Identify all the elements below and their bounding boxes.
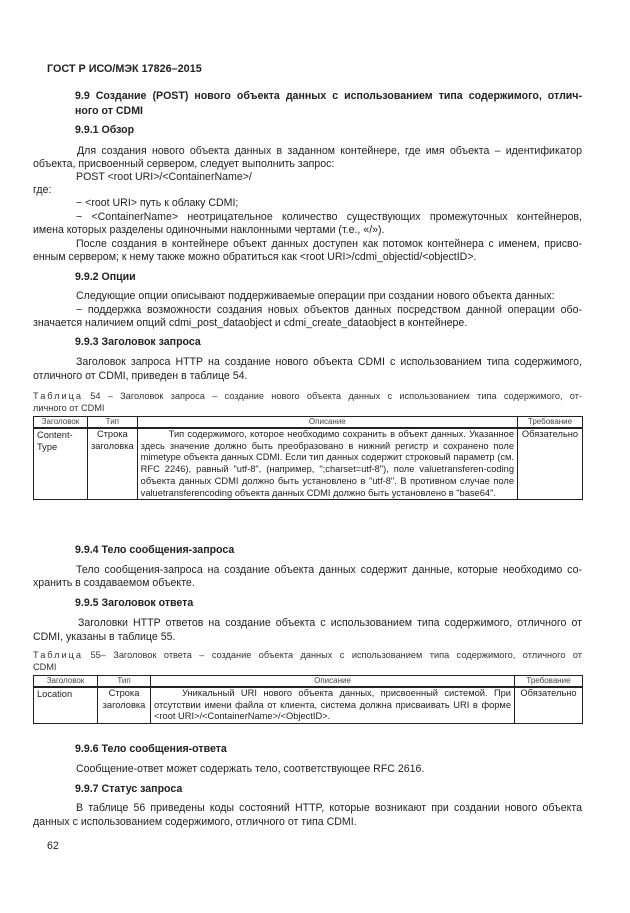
paragraph-line: отличного от CDMI, приведен в таблице 54.: [33, 370, 248, 382]
paragraph-line: В таблице 56 приведены коды состояний HTTP, которые возникают при создании нового объекта: [76, 802, 582, 814]
subsection-title: 9.9.7 Статус запроса: [75, 783, 183, 795]
column-header: Требование: [515, 676, 583, 688]
list-item: − <root URI> путь к облаку CDMI;: [76, 197, 239, 209]
list-item: − поддержка возможности создания новых объектов данных посредством данной операции обо-: [76, 304, 582, 316]
cell-requirement: Обязательно: [515, 687, 583, 724]
column-header: Описание: [151, 676, 515, 688]
section-title: 9.9 Создание (POST) нового объекта данных с использованием типа содержимого, отлич-: [75, 90, 582, 102]
paragraph-line: CDMI, указаны в таблице 55.: [33, 631, 176, 643]
column-header: Тип: [88, 417, 138, 429]
table-header-row: [34, 417, 583, 429]
table-55: [33, 675, 583, 724]
table-caption: [33, 649, 582, 661]
column-header: Требование: [518, 417, 583, 429]
paragraph-line: объекта, присвоенный сервером, следует выполнить запрос:: [33, 158, 335, 170]
section-title-cont: ного от CDMI: [75, 105, 143, 117]
subsection-title: 9.9.5 Заголовок ответа: [75, 597, 194, 609]
subsection-title: 9.9.4 Тело сообщения-запроса: [75, 544, 235, 556]
list-item: − <ContainerName> неотрицательное количество существующих промежуточных контейнеров,: [76, 211, 582, 223]
paragraph-line: данных с использованием содержимого, отличного от типа CDMI.: [33, 816, 357, 828]
paragraph-line: Заголовок запроса HTTP на создание нового объекта CDMI с использованием типа содержимого,: [76, 356, 582, 368]
where-label: где:: [33, 184, 52, 196]
cell-type: Строка заголовка: [88, 428, 138, 500]
table-54: [33, 416, 583, 500]
paragraph-line: Следующие опции описывают поддерживаемые операции при создании нового объекта данных:: [76, 290, 555, 302]
table-row: [34, 687, 583, 724]
cell-description: Тип содержимого, которое необходимо сохранить в объект данных. Указанное здесь значение должно быть преобразовано в нижний регистр и сохранено поле mimetype объекта данных CDMI. Если тип данных содержит строковый параметр (см. RFC 2246), равный "utf-8", (например, ";charset=utf-8"), поле valuetransferen-coding объекта данных CDMI должно быть установлено в "utf-8". В противном случае поле valuetransferencoding объекта данных CDMI должно быть установлено в "base64".: [137, 428, 517, 500]
table-header-row: [34, 676, 583, 688]
subsection-title: 9.9.1 Обзор: [75, 124, 135, 136]
column-header: Заголовок: [34, 417, 88, 429]
cell-header: Content-Type: [34, 428, 88, 500]
subsection-title: 9.9.2 Опции: [75, 271, 136, 283]
paragraph-line: Для создания нового объекта данных в заданном контейнере, где имя объекта – идентификатор: [77, 145, 582, 157]
column-header: Тип: [98, 676, 151, 688]
paragraph-line: хранить в создаваемом объекте.: [33, 577, 195, 589]
cell-description: Уникальный URI нового объекта данных, присвоенный системой. При отсутствии имени файла от клиента, система должна присваивать URI в форме <root URI>/<ContainerName>/<ObjectID>.: [151, 687, 515, 724]
paragraph-line: Тело сообщения-запроса на создание объекта данных содержит данные, которые необходимо со-: [76, 564, 582, 576]
column-header: Заголовок: [34, 676, 98, 688]
table-caption-word: Таблица: [33, 391, 84, 401]
table-row: [34, 428, 583, 500]
cell-requirement: Обязательно: [518, 428, 583, 500]
table-caption-cont: личного от CDMI: [33, 403, 105, 413]
paragraph-line: Заголовки HTTP ответов на создание объекта с использованием типа содержимого, отличного от: [78, 617, 582, 629]
table-caption-text: 55– Заголовок ответа – создание объекта данных с использованием типа содержимого, отличного от: [83, 650, 582, 660]
page-number: 62: [47, 840, 59, 852]
cell-header: Location: [34, 687, 98, 724]
document-header: ГОСТ Р ИСО/МЭК 17826–2015: [47, 63, 202, 75]
subsection-title: 9.9.6 Тело сообщения-ответа: [75, 743, 227, 755]
list-item-cont: имена которых разделены одиночными наклонными чертами (т.е., «/»).: [33, 224, 385, 236]
table-caption-cont: CDMI: [33, 662, 57, 672]
table-caption: [33, 390, 582, 402]
column-header: Описание: [137, 417, 517, 429]
list-item-cont: значается наличием опций cdmi_post_dataobject и cdmi_create_dataobject в контейнере.: [33, 317, 468, 329]
table-caption-text: 54 – Заголовок запроса – создание нового объекта данных с использованием типа содержимого, от-: [83, 391, 582, 401]
paragraph-line: Сообщение-ответ может содержать тело, соответствующее RFC 2616.: [76, 763, 425, 775]
subsection-title: 9.9.3 Заголовок запроса: [75, 336, 201, 348]
paragraph-line: После создания в контейнере объект данных доступен как потомок контейнера с именем, присво-: [76, 238, 582, 250]
table-caption-word: Таблица: [33, 650, 84, 660]
request-line: POST <root URI>/<ContainerName>/: [76, 171, 252, 183]
paragraph-line: енным сервером; к нему также можно обратиться как <root URI>/cdmi_objectid/<objectID>.: [33, 251, 477, 263]
cell-type: Строка заголовка: [98, 687, 151, 724]
